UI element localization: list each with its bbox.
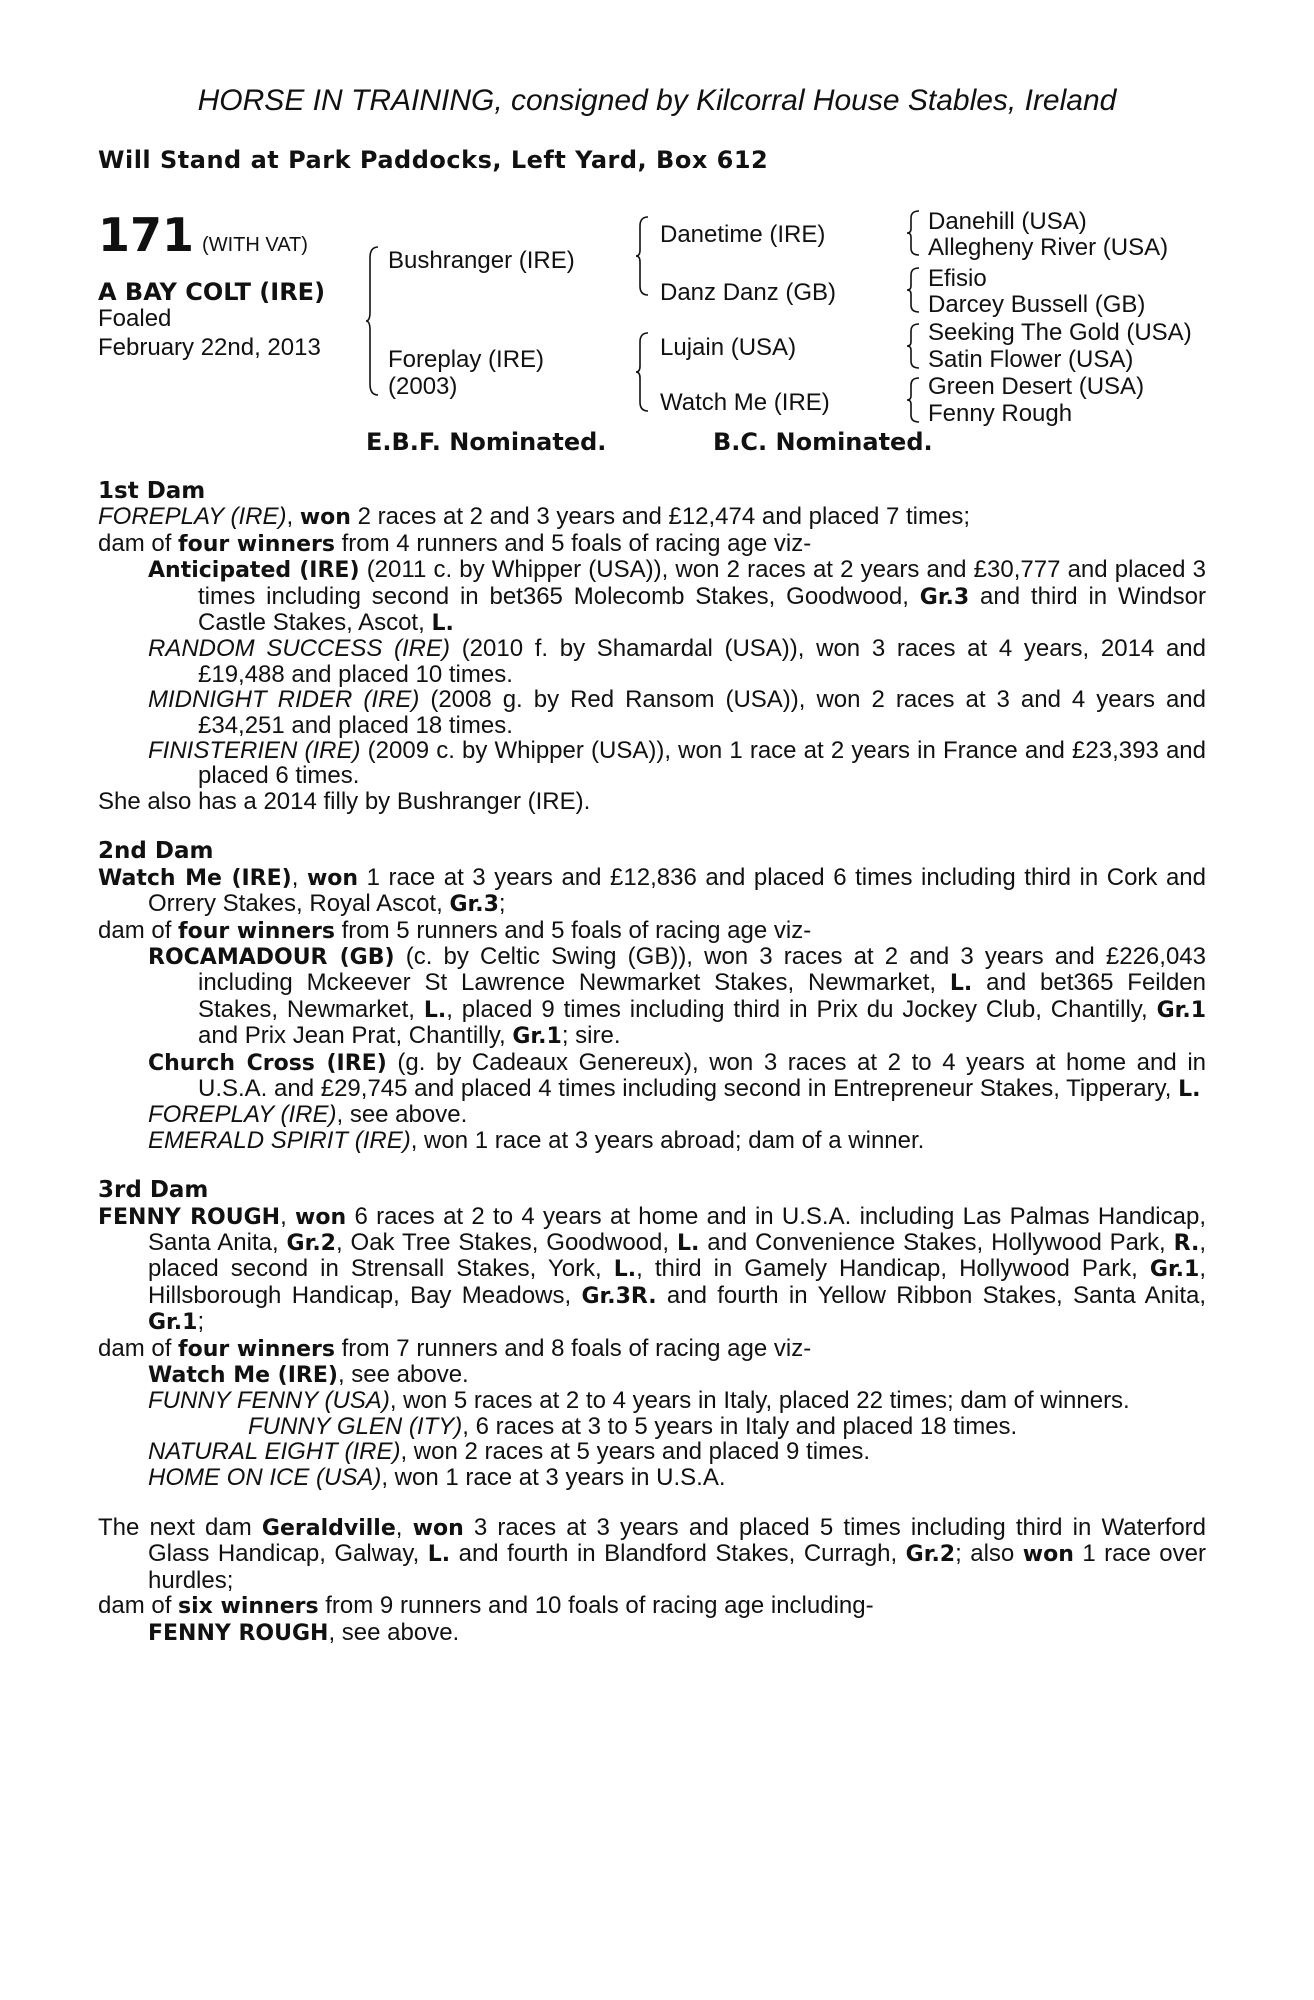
progeny-text: (2010 f. by Shamardal (USA)), won 3 races at 4 years, 2014 and £19,488 and placed 10 times. (198, 635, 1206, 688)
pedigree-brace-g1 (907, 210, 921, 256)
progeny-text: , won 1 race at 3 years in U.S.A. (381, 1463, 726, 1491)
second-dam-heading: 2nd Dam (98, 838, 214, 865)
next-dam-progeny-1 (98, 1620, 1206, 1646)
progeny-name: NATURAL EIGHT (IRE) (148, 1438, 401, 1466)
listed: L. (949, 971, 973, 997)
progeny-text: (2008 g. by Red Ransom (USA)), won 2 races at 3 and 4 years and £34,251 and placed 18 times. (198, 686, 1207, 739)
foaled-label: Foaled (98, 305, 172, 332)
record-text: and fourth in Yellow Ribbon Stakes, Santa Anita, (666, 1281, 1207, 1309)
progeny-name: RANDOM SUCCESS (IRE) (148, 635, 451, 663)
first-dam-heading: 1st Dam (98, 478, 206, 504)
pedigree-dam-year: (2003) (388, 373, 458, 400)
pedigree-brace-sire (636, 216, 650, 296)
second-dam-progeny-3 (98, 1102, 1206, 1127)
progeny-text: , 6 races at 3 to 5 years in Italy and placed 18 times. (462, 1412, 1018, 1440)
progeny-text: , see above. (337, 1361, 469, 1388)
progeny-text: and bet365 Feilden Stakes, Newmarket, (198, 969, 1207, 1023)
second-dam-record: Watch Me (IRE), won 1 race at 3 years and £12,836 and placed 6 times including third in Cork and Orrery Stakes, Royal Ascot, Gr.3; (98, 863, 1207, 918)
grade: Gr.1 (148, 1310, 198, 1336)
second-dam-progeny-2 (98, 1050, 1206, 1103)
second-dam-record-text: 1 race at 3 years and £12,836 and placed 6 times including third in Cork and Orrery Stakes, Royal Ascot, (148, 863, 1207, 918)
third-dam-name: FENNY ROUGH (98, 1204, 281, 1230)
progeny-name: FUNNY GLEN (ITY) (248, 1412, 463, 1440)
grade: Gr.1 (1156, 997, 1207, 1023)
pedigree-g5: Seeking The Gold (USA) (928, 319, 1192, 346)
record-text: 6 races at 2 to 4 years at home and in U.S.A. including Las Palmas Handicap, Santa Anita, (148, 1202, 1206, 1256)
listed: L. (423, 997, 447, 1023)
progeny-name: FUNNY FENNY (USA) (148, 1387, 390, 1415)
page-title: HORSE IN TRAINING, consigned by Kilcorral House Stables, Ireland (197, 84, 1117, 117)
grade: Gr.3 (449, 892, 499, 918)
pedigree-brace-g2 (907, 267, 921, 313)
first-dam-progeny-4 (98, 738, 1206, 789)
record-text: , third in Gamely Handicap, Hollywood Park, (636, 1255, 1138, 1283)
first-dam-produce (98, 531, 1206, 557)
next-dam-produce (98, 1593, 1206, 1619)
first-dam-also: She also has a 2014 filly by Bushranger (IRE). (98, 787, 591, 815)
progeny-text: and Prix Jean Prat, Chantilly, (198, 1022, 506, 1050)
progeny-text: , see above. (336, 1101, 468, 1129)
progeny-text: (c. by Celtic Swing (GB)), won 3 races at 2 and 3 years and £226,043 including Mckeever St Lawrence Newmarket Stakes, Newmarket, (198, 942, 1206, 997)
restricted: R. (1173, 1230, 1200, 1256)
listed: L. (431, 611, 454, 637)
first-dam-name: FOREPLAY (IRE) (98, 503, 287, 531)
lot-heading (98, 208, 308, 262)
progeny-name: FINISTERIEN (IRE) (148, 737, 361, 765)
record-text: and fourth in Blandford Stakes, Curragh, (458, 1540, 898, 1568)
second-dam-progeny-1 (98, 944, 1206, 1050)
record-text: 3 races at 3 years and placed 5 times including third in Waterford Glass Handicap, Galway, (148, 1514, 1207, 1568)
produce-record (98, 479, 1206, 1646)
progeny-text: (2009 c. by Whipper (USA)), won 1 race at 2 years in France and £23,393 and placed 6 times. (198, 737, 1206, 790)
first-dam-record: FOREPLAY (IRE), won 2 races at 2 and 3 years and £12,474 and placed 7 times; (98, 503, 971, 531)
record-text: ; (197, 1308, 205, 1336)
progeny-name: Anticipated (IRE) (148, 558, 360, 584)
foaled-info (98, 304, 321, 362)
progeny-text: , won 2 races at 5 years and placed 9 times. (400, 1438, 871, 1466)
third-dam-progeny-4 (98, 1465, 1206, 1490)
progeny-name: EMERALD SPIRIT (IRE) (148, 1126, 411, 1154)
record-text: The next dam (98, 1514, 252, 1542)
ebf-nomination: E.B.F. Nominated. (366, 428, 607, 456)
third-dam-record: FENNY ROUGH, won 6 races at 2 to 4 years at home and in U.S.A. including Las Palmas Handicap, Santa Anita, Gr.2, Oak Tree Stakes, Goodwood, L. and Convenience Stakes, Hollywood Park, R., placed second in Strensall Stakes, York, L., third in Gamely Handicap, Hollywood Park, Gr.1, Hillsborough Handicap, Bay Meadows, Gr.3R. and fourth in Yellow Ribbon Stakes, Santa Anita, Gr.1; (98, 1202, 1207, 1336)
winners-count: six winners (178, 1594, 319, 1620)
pedigree-brace-dam (636, 332, 650, 412)
won-text: won (295, 1204, 347, 1230)
pedigree-dam: Foreplay (IRE) (388, 346, 545, 373)
grade: Gr.3 (919, 584, 970, 610)
dam-of-text: dam of (98, 529, 172, 557)
lot-number: 171 (98, 208, 195, 262)
pedigree-brace-main (366, 246, 380, 396)
progeny-name: FOREPLAY (IRE) (148, 1101, 337, 1129)
record-text: , Hillsborough Handicap, Bay Meadows, (148, 1255, 1206, 1309)
pedigree-dam-dam: Watch Me (IRE) (660, 389, 830, 416)
progeny-name: Watch Me (IRE) (148, 1363, 338, 1388)
winners-count: four winners (178, 531, 335, 557)
won-text: won (299, 505, 351, 531)
pedigree-g2: Allegheny River (USA) (928, 234, 1169, 261)
first-dam-progeny-3 (98, 687, 1206, 738)
record-text: , Oak Tree Stakes, Goodwood, (335, 1228, 670, 1256)
second-dam-produce (98, 918, 1206, 944)
next-dam-record: The next dam Geraldville, won 3 races at 3 years and placed 5 times including third in Waterford Glass Handicap, Galway, L. and fourth in Blandford Stakes, Curragh, Gr.2; also won 1 race over hurdles; (98, 1514, 1207, 1594)
pedigree-g8: Fenny Rough (928, 400, 1073, 427)
pedigree-g4: Darcey Bussell (GB) (928, 291, 1146, 318)
record-text: 1 race over hurdles; (148, 1540, 1206, 1594)
lot-description: A BAY COLT (IRE) (98, 278, 326, 306)
grade: Gr.1 (512, 1024, 562, 1050)
grade: Gr.1 (1149, 1257, 1200, 1283)
third-dam-grand-progeny (98, 1414, 1206, 1439)
first-dam-progeny-2 (98, 636, 1206, 687)
pedigree-brace-g4 (907, 377, 921, 423)
vat-note: (WITH VAT) (202, 234, 308, 256)
winners-count: four winners (178, 1336, 335, 1362)
listed: L. (676, 1230, 700, 1256)
second-dam-progeny-4 (98, 1128, 1206, 1153)
third-dam-heading: 3rd Dam (98, 1177, 209, 1204)
winners-count: four winners (178, 918, 335, 944)
third-dam-progeny-3 (98, 1439, 1206, 1464)
pedigree-g6: Satin Flower (USA) (928, 346, 1134, 373)
progeny-text: and third in Windsor Castle Stakes, Ascot, (198, 582, 1206, 637)
progeny-text: , placed 9 times including third in Prix du Jockey Club, Chantilly, (446, 995, 1148, 1023)
foals-text: from 4 runners and 5 foals of racing age viz- (341, 529, 812, 557)
pedigree-dam-sire: Lujain (USA) (660, 334, 797, 361)
first-dam-progeny-1 (98, 557, 1206, 636)
foals-text: from 9 runners and 10 foals of racing age including- (325, 1592, 874, 1620)
pedigree-sire-dam: Danz Danz (GB) (660, 279, 837, 306)
listed: L. (613, 1257, 637, 1283)
listed: L. (1178, 1076, 1201, 1102)
pedigree-sire-sire: Danetime (IRE) (660, 221, 826, 248)
grade: Gr.3R. (581, 1283, 657, 1309)
won-text: won (306, 865, 359, 891)
progeny-text: , won 5 races at 2 to 4 years in Italy, placed 22 times; dam of winners. (389, 1387, 1130, 1415)
third-dam-progeny-1 (98, 1362, 1206, 1388)
third-dam-produce (98, 1336, 1206, 1362)
pedigree-sire: Bushranger (IRE) (388, 247, 575, 274)
first-dam-record-text: 2 races at 2 and 3 years and £12,474 and placed 7 times; (357, 503, 971, 531)
progeny-name: FENNY ROUGH (148, 1620, 329, 1646)
record-text: and Convenience Stakes, Hollywood Park, (707, 1228, 1166, 1256)
progeny-name: HOME ON ICE (USA) (148, 1463, 382, 1491)
progeny-text: , won 1 race at 3 years abroad; dam of a winner. (410, 1126, 925, 1154)
third-dam-progeny-2 (98, 1388, 1206, 1413)
progeny-name: Church Cross (IRE) (148, 1050, 387, 1076)
pedigree-g3: Efisio (928, 265, 987, 292)
bc-nomination: B.C. Nominated. (713, 428, 933, 456)
won-text: won (1022, 1542, 1074, 1568)
foals-text: from 5 runners and 5 foals of racing age viz- (341, 916, 812, 944)
pedigree-g7: Green Desert (USA) (928, 373, 1145, 400)
listed: L. (427, 1542, 451, 1568)
second-dam-name: Watch Me (IRE) (98, 865, 292, 891)
next-dam-name: Geraldville (261, 1516, 396, 1542)
progeny-text: ; sire. (561, 1022, 621, 1050)
dam-of-text: dam of (98, 916, 172, 944)
record-text: ; also (955, 1540, 1015, 1568)
progeny-text: , see above. (328, 1618, 460, 1646)
won-text: won (412, 1516, 464, 1542)
grade: Gr.2 (905, 1542, 956, 1568)
record-text: , placed second in Strensall Stakes, York, (148, 1228, 1206, 1283)
progeny-text: (2011 c. by Whipper (USA)), won 2 races at 2 years and £30,777 and placed 3 times including second in bet365 Molecomb Stakes, Goodwood, (198, 556, 1207, 610)
stand-location: Will Stand at Park Paddocks, Left Yard, Box 612 (98, 146, 769, 174)
progeny-name: MIDNIGHT RIDER (IRE) (148, 686, 420, 714)
progeny-name: ROCAMADOUR (GB) (148, 944, 395, 970)
dam-of-text: dam of (98, 1592, 172, 1620)
dam-of-text: dam of (98, 1334, 172, 1362)
foaled-date: February 22nd, 2013 (98, 334, 321, 361)
foals-text: from 7 runners and 8 foals of racing age viz- (341, 1334, 812, 1362)
grade: Gr.2 (286, 1230, 336, 1256)
pedigree-brace-g3 (907, 323, 921, 369)
progeny-text: (g. by Cadeaux Genereux), won 3 races at 2 to 4 years at home and in U.S.A. and £29,745 and placed 4 times including second in Entrepreneur Stakes, Tipperary, (198, 1048, 1206, 1102)
pedigree-g1: Danehill (USA) (928, 208, 1087, 235)
